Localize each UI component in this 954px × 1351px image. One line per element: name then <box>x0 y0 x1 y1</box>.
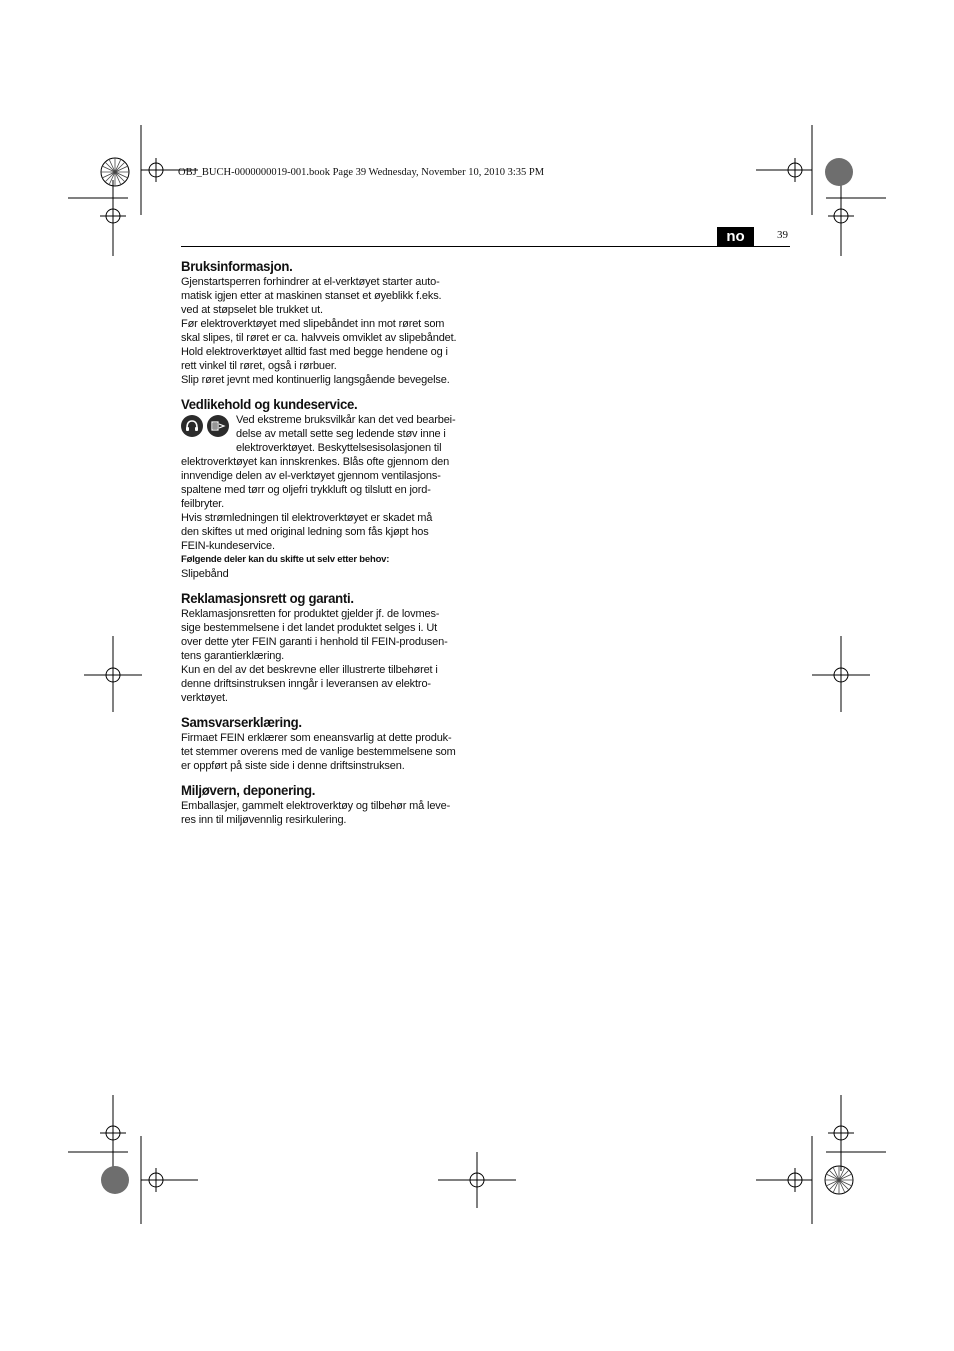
paragraph: elektroverktøyet kan innskrenkes. Blås ofte gjennom den innvendige delen av el-verktøyet gjennom ventilasjons- spaltene med tørr og oljefri trykkluft og tilslutt en jord- feilbryter. <box>181 456 450 510</box>
paragraph: Hold elektroverktøyet alltid fast med begge hendene og i rett vinkel til røret, også i rørbuer. <box>181 346 448 372</box>
paragraph: Firmaet FEIN erklærer som eneansvarlig at dette produk- tet stemmer overens med de vanlige bestemmelsene som er oppført på siste side i denne driftsinstruksen. <box>181 732 456 772</box>
section-title: Bruksinformasjon. <box>181 258 293 274</box>
ear-protection-icon <box>181 415 203 437</box>
section-environment <box>181 781 479 827</box>
paragraph: Slip røret jevnt med kontinuerlig langsgående bevegelse. <box>181 374 450 386</box>
icon-group <box>181 415 229 437</box>
subheading: Følgende deler kan du skifte ut selv etter behov: <box>181 554 390 565</box>
paragraph: Gjenstartsperren forhindrer at el-verktøyet starter auto- matisk igjen etter at maskinen stanset et øyeblikk f.eks. ved at støpselet ble trukket ut. <box>181 276 442 316</box>
section-conformity <box>181 713 479 773</box>
section-title: Vedlikehold og kundeservice. <box>181 396 358 412</box>
print-info-line: OBJ_BUCH-0000000019-001.book Page 39 Wednesday, November 10, 2010 3:35 PM <box>178 167 545 178</box>
ventilation-icon <box>207 415 229 437</box>
paragraph: Reklamasjonsretten for produktet gjelder jf. de lovmes- sige bestemmelsene i det landet produktet selges i. Ut over dette yter FEIN garanti i henhold til FEIN-produsen- tens garantierklæring. <box>181 608 448 662</box>
section-title: Samsvarserklæring. <box>181 714 302 730</box>
section-title: Reklamasjonsrett og garanti. <box>181 590 354 606</box>
section-usage <box>181 257 479 387</box>
section-warranty <box>181 589 479 705</box>
language-badge: no <box>717 227 754 246</box>
paragraph: Ved ekstreme bruksvilkår kan det ved bearbei- delse av metall sette seg ledende støv inne i elektroverktøyet. Beskyttelsesisolasjonen til <box>236 414 456 454</box>
main-content <box>181 257 479 835</box>
paragraph: Før elektroverktøyet med slipebåndet inn mot røret som skal slipes, til røret er ca. halvveis omviklet av slipebåndet. <box>181 318 457 344</box>
section-maintenance <box>181 395 479 581</box>
paragraph: Slipebånd <box>181 568 229 580</box>
icon-paragraph <box>181 413 479 455</box>
paragraph: Hvis strømledningen til elektroverktøyet er skadet må den skiftes ut med original ledning som fås kjøpt hos FEIN-kundeservice. <box>181 512 433 552</box>
page-number: 39 <box>777 229 788 241</box>
section-title: Miljøvern, deponering. <box>181 782 316 798</box>
paragraph: Emballasjer, gammelt elektroverktøy og tilbehør må leve- res inn til miljøvennlig resirkulering. <box>181 800 451 826</box>
header-rule <box>181 246 790 247</box>
paragraph: Kun en del av det beskrevne eller illustrerte tilbehøret i denne driftsinstruksen inngår i leveransen av elektro- verktøyet. <box>181 664 438 704</box>
